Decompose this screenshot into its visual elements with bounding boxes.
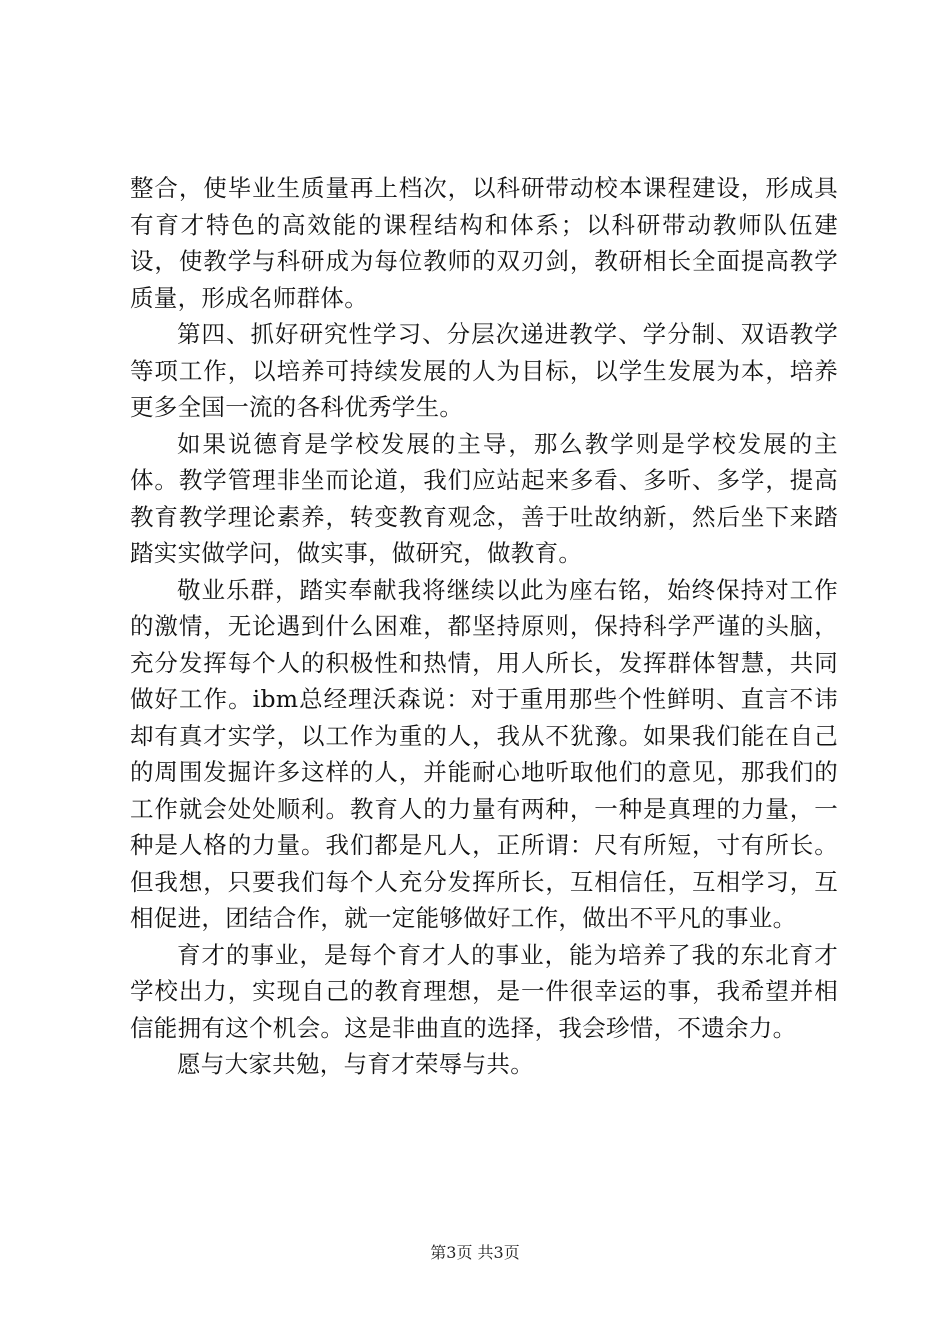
paragraph-career: 育才的事业，是每个育才人的事业，能为培养了我的东北育才学校出力，实现自己的教育理想，是一件很幸运的事，我希望并相信能拥有这个机会。这是非曲直的选择，我会珍惜，不遗余力。 [130,940,838,1042]
paragraph-fourth-point: 第四、抓好研究性学习、分层次递进教学、学分制、双语教学等项工作，以培养可持续发展的人为目标，以学生发展为本，培养更多全国一流的各科优秀学生。 [130,320,838,421]
paragraph-dedication: 敬业乐群，踏实奉献我将继续以此为座右铭，始终保持对工作的激情，无论遇到什么困难，都坚持原则，保持科学严谨的头脑，充分发挥每个人的积极性和热情，用人所长，发挥群体智慧，共同做好工作。ibm总经理沃森说：对于重用那些个性鲜明、直言不讳却有真才实学，以工作为重的人，我从不犹豫。如果我们能在自己的周围发掘许多这样的人，并能耐心地听取他们的意见，那我们的工作就会处处顺利。教育人的力量有两种，一种是真理的力量，一种是人格的力量。我们都是凡人，正所谓：尺有所短，寸有所长。但我想，只要我们每个人充分发挥所长，互相信任，互相学习，互相促进，团结合作，就一定能够做好工作，做出不平凡的事业。 [130,575,838,932]
paragraph-continuation: 整合，使毕业生质量再上档次，以科研带动校本课程建设，形成具有育才特色的高效能的课程结构和体系；以科研带动教师队伍建设，使教学与科研成为每位教师的双刃剑，教研相长全面提高教学质量，形成名师群体。 [130,174,838,312]
paragraph-teaching: 如果说德育是学校发展的主导，那么教学则是学校发展的主体。教学管理非坐而论道，我们应站起来多看、多听、多学，提高教育教学理论素养，转变教育观念，善于吐故纳新，然后坐下来踏踏实实做学问，做实事，做研究，做教育。 [130,429,838,567]
page-number: 第3页 共3页 [430,1243,520,1262]
paragraph-closing: 愿与大家共勉，与育才荣辱与共。 [177,1050,534,1078]
document-body [130,170,838,1083]
page-footer [0,1243,950,1263]
